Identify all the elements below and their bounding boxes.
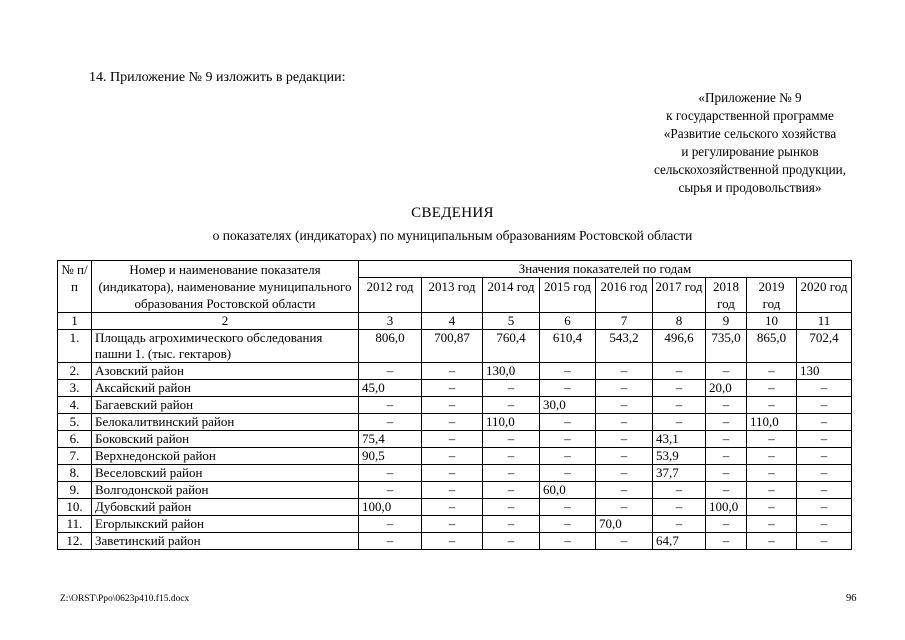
table-row [58,516,852,533]
row-value: – [483,482,540,499]
row-value: 64,7 [653,533,706,550]
document-title: СВЕДЕНИЯ [411,205,494,221]
year-header: 2017 год [653,278,706,313]
row-value: – [422,397,483,414]
row-number: 9. [58,482,92,499]
row-value: – [422,482,483,499]
row-value: – [797,431,852,448]
row-value: – [483,516,540,533]
year-header: 2013 год [422,278,483,313]
row-name: Боковский район [92,431,359,448]
row-value: – [706,363,747,380]
column-number: 4 [422,313,483,330]
row-value: 53,9 [653,448,706,465]
table-row [58,380,852,397]
row-value: 100,0 [706,499,747,516]
row-value: – [596,431,653,448]
row-value: – [653,397,706,414]
row-value: – [747,448,797,465]
column-number: 11 [797,313,852,330]
row-value: – [596,397,653,414]
row-value: – [747,465,797,482]
row-value: – [596,465,653,482]
row-value: 90,5 [359,448,422,465]
row-value: – [540,533,596,550]
row-value: – [359,516,422,533]
row-value: – [706,516,747,533]
row-number: 4. [58,397,92,414]
row-value: – [359,397,422,414]
row-value: – [653,499,706,516]
year-header: 2015 год [540,278,596,313]
row-value: – [706,482,747,499]
row-value: 30,0 [540,397,596,414]
row-value: – [540,448,596,465]
row-value: 100,0 [359,499,422,516]
row-value: 496,6 [653,330,706,363]
row-value: 20,0 [706,380,747,397]
year-header: 2016 год [596,278,653,313]
table-row [58,465,852,482]
year-header: 2020 год [797,278,852,313]
row-value: – [747,533,797,550]
row-name: Аксайский район [92,380,359,397]
annex-line: к государственной программе [666,108,834,123]
row-value: – [596,482,653,499]
row-value: – [653,363,706,380]
row-value: 700,87 [422,330,483,363]
row-value: 60,0 [540,482,596,499]
column-number: 9 [706,313,747,330]
row-value: – [422,431,483,448]
row-value: – [483,397,540,414]
row-number: 10. [58,499,92,516]
year-header: 2014 год [483,278,540,313]
row-value: – [540,431,596,448]
table-row [58,397,852,414]
row-value: – [540,363,596,380]
row-value: 43,1 [653,431,706,448]
row-value: – [797,448,852,465]
row-number: 6. [58,431,92,448]
row-value: – [422,499,483,516]
row-value: – [706,465,747,482]
annex-line: и регулирование рынков [681,144,819,159]
year-header: 2018 год [706,278,747,313]
row-name: Дубовский район [92,499,359,516]
row-value: 75,4 [359,431,422,448]
column-number: 10 [747,313,797,330]
row-name: Багаевский район [92,397,359,414]
row-name: Белокалитвинский район [92,414,359,431]
row-value: – [706,431,747,448]
row-value: – [540,414,596,431]
table-row [58,448,852,465]
row-value: 543,2 [596,330,653,363]
col-no-header: № п/п [58,261,92,313]
row-value: 45,0 [359,380,422,397]
row-value: – [596,380,653,397]
row-value: – [797,533,852,550]
row-number: 7. [58,448,92,465]
document-subtitle: о показателях (индикаторах) по муниципальным образованиям Ростовской области [212,228,693,243]
row-value: 110,0 [483,414,540,431]
column-number: 1 [58,313,92,330]
row-value: 37,7 [653,465,706,482]
row-value: – [797,499,852,516]
row-value: – [797,465,852,482]
row-value: – [422,465,483,482]
page-number: 96 [846,593,857,604]
row-value: – [483,448,540,465]
row-name: Площадь агрохимического обследования пашни 1. (тыс. гектаров) [92,330,359,363]
row-value: – [797,414,852,431]
row-value: – [540,465,596,482]
row-value: – [540,516,596,533]
row-value: 735,0 [706,330,747,363]
row-name: Егорлыкский район [92,516,359,533]
row-value: – [596,363,653,380]
column-number: 3 [359,313,422,330]
table-row [58,330,852,363]
row-value: – [706,533,747,550]
row-value: – [596,533,653,550]
values-header: Значения показателей по годам [359,261,852,278]
row-value: – [359,465,422,482]
column-number: 5 [483,313,540,330]
row-number: 1. [58,330,92,363]
row-value: – [596,448,653,465]
row-name: Верхнедонской район [92,448,359,465]
row-value: 70,0 [596,516,653,533]
row-value: 130 [797,363,852,380]
row-value: – [422,448,483,465]
row-value: – [596,414,653,431]
row-value: – [706,448,747,465]
row-value: – [422,414,483,431]
row-value: – [653,516,706,533]
row-value: – [653,380,706,397]
row-value: – [747,380,797,397]
row-value: – [483,533,540,550]
row-value: – [422,380,483,397]
row-number: 8. [58,465,92,482]
column-number: 7 [596,313,653,330]
row-value: – [747,363,797,380]
row-value: 610,4 [540,330,596,363]
row-name: Заветинский район [92,533,359,550]
row-value: – [797,380,852,397]
row-value: – [653,482,706,499]
file-path: Z:\ORST\Ppo\0623p410.f15.docx [60,594,190,604]
row-value: – [483,380,540,397]
row-value: – [483,431,540,448]
table-row [58,363,852,380]
row-value: – [359,363,422,380]
row-value: – [422,533,483,550]
table-row [58,414,852,431]
column-number: 2 [92,313,359,330]
table-row [58,499,852,516]
column-number: 6 [540,313,596,330]
annex-block [620,89,880,197]
row-value: – [706,414,747,431]
row-value: – [747,516,797,533]
row-value: – [797,397,852,414]
row-value: – [706,397,747,414]
row-value: – [653,414,706,431]
row-value: – [540,499,596,516]
intro-text: 14. Приложение № 9 изложить в редакции: [89,70,346,85]
row-value: 760,4 [483,330,540,363]
row-value: – [747,482,797,499]
row-value: – [747,499,797,516]
row-value: 865,0 [747,330,797,363]
row-value: – [596,499,653,516]
row-value: – [747,431,797,448]
annex-line: «Развитие сельского хозяйства [663,126,837,141]
annex-line: сырья и продовольствия» [678,180,822,195]
row-value: 702,4 [797,330,852,363]
row-value: – [483,499,540,516]
table-row [58,533,852,550]
row-value: – [747,397,797,414]
row-value: – [359,533,422,550]
column-number: 8 [653,313,706,330]
row-value: – [359,414,422,431]
table-row [58,431,852,448]
year-header: 2019 год [747,278,797,313]
row-value: – [540,380,596,397]
row-value: – [359,482,422,499]
row-value: 806,0 [359,330,422,363]
row-name: Азовский район [92,363,359,380]
row-value: – [797,482,852,499]
annex-line: сельскохозяйственной продукции, [653,162,847,177]
row-value: 130,0 [483,363,540,380]
row-value: – [483,465,540,482]
row-number: 5. [58,414,92,431]
table-row [58,482,852,499]
row-number: 2. [58,363,92,380]
indicators-table [57,260,852,550]
row-name: Веселовский район [92,465,359,482]
row-number: 12. [58,533,92,550]
year-header: 2012 год [359,278,422,313]
row-number: 3. [58,380,92,397]
row-name: Волгодонской район [92,482,359,499]
row-number: 11. [58,516,92,533]
col-name-header: Номер и наименование показателя (индикатора), наименование муниципального образования Ростовской области [92,261,359,313]
row-value: – [422,363,483,380]
annex-line: «Приложение № 9 [698,90,802,105]
row-value: 110,0 [747,414,797,431]
row-value: – [797,516,852,533]
row-value: – [422,516,483,533]
